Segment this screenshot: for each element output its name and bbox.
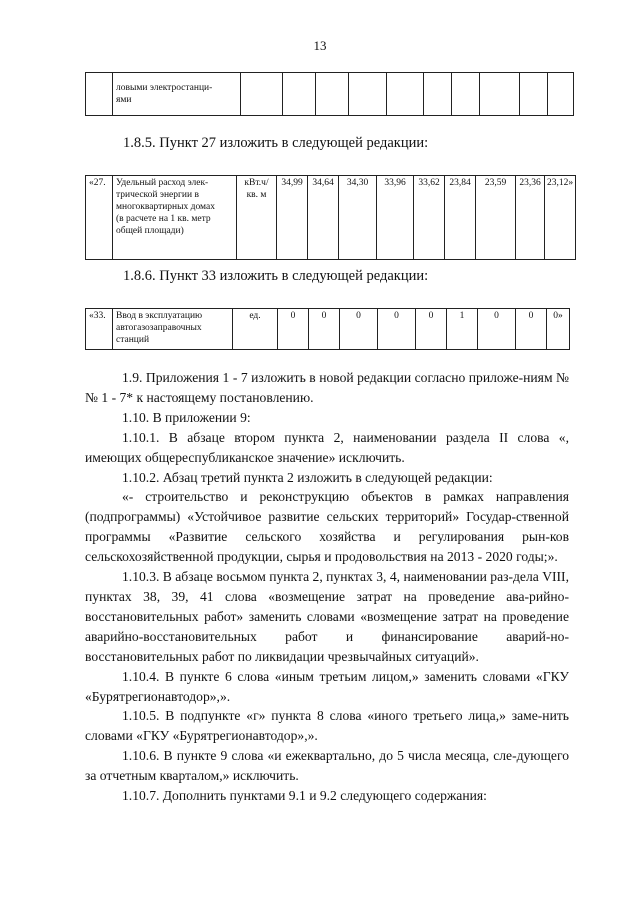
table-continuation <box>85 72 574 116</box>
cell-value: 33,62 <box>414 176 445 260</box>
table-row <box>86 309 570 350</box>
page-number: 13 <box>313 38 327 53</box>
description-line: Удельный расход элек- <box>116 178 209 188</box>
cell-value <box>548 73 574 116</box>
cell-value: 23,36 <box>516 176 545 260</box>
cell-description <box>113 309 233 350</box>
cell-value: 1 <box>447 309 478 350</box>
paragraph: «- строительство и реконструкцию объектов в рамках направления (подпрограммы) «Устойчивое развитие сельских территорий» Государ-ственной программы «Развитие сельского хозяйства и регулирования рын-ков сельскохозяйственной продукции, сырья и продовольствия на 2013 - 2020 годы;». <box>85 489 569 565</box>
paragraph: 1.10.4. В пункте 6 слова «иным третьим лицом,» заменить словами «ГКУ «Бурятрегионавтодор»,». <box>85 668 569 704</box>
paragraph: 1.10.1. В абзаце втором пункта 2, наименовании раздела II слова «, имеющих общереспубликанское значение» исключить. <box>85 429 569 465</box>
paragraph: 1.10.7. Дополнить пунктами 9.1 и 9.2 следующего содержания: <box>122 788 487 804</box>
cell-unit <box>241 73 283 116</box>
cell-value: 0 <box>309 309 340 350</box>
paragraph: 1.10.6. В пункте 9 слова «и ежеквартально, до 5 числа месяца, сле-дующего за отчетным кварталом,» исключить. <box>85 748 569 784</box>
cell-value <box>349 73 387 116</box>
cell-value <box>283 73 316 116</box>
cell-value: 23,12» <box>545 176 576 260</box>
cell-num <box>86 73 113 116</box>
description-line: автогазозаправочных <box>116 323 202 333</box>
cell-value: 33,96 <box>377 176 414 260</box>
cell-value: 0 <box>278 309 309 350</box>
paragraph: 1.10. В приложении 9: <box>122 409 251 425</box>
cell-value: 34,64 <box>308 176 339 260</box>
paragraph: 1.10.5. В подпункте «г» пункта 8 слова «иного третьего лица,» заме-нить словами «ГКУ «Бурятрегионавтодор»,». <box>85 708 569 744</box>
cell-value <box>520 73 548 116</box>
cell-value: 0 <box>378 309 416 350</box>
paragraph: 1.10.3. В абзаце восьмом пункта 2, пунктах 3, 4, наименовании раз-дела VIII, пунктах 38, 39, 41 слова «возмещение затрат на проведение ава-рийно-восстановительных работ» заменить словами «возмещение затрат на проведение аварийно-восстановительных работ и финансирование аварий-но-восстановительных работ по ликвидации чрезвычайных ситуаций». <box>85 569 569 664</box>
cell-num: «33. <box>86 309 113 350</box>
paragraph: 1.9. Приложения 1 - 7 изложить в новой редакции согласно приложе-ниям №№ 1 - 7* к настоящему постановлению. <box>85 370 569 405</box>
cell-unit: ед. <box>233 309 278 350</box>
cell-num: «27. <box>86 176 113 260</box>
cell-value: 0 <box>516 309 547 350</box>
cell-value: 0 <box>478 309 516 350</box>
cell-value <box>480 73 520 116</box>
cell-value: 23,59 <box>476 176 516 260</box>
cell-value: 34,99 <box>277 176 308 260</box>
unit-line: кВт.ч/ <box>244 178 269 188</box>
cell-value <box>387 73 424 116</box>
description-line: ями <box>116 95 132 105</box>
paragraph: 1.10.2. Абзац третий пункта 2 изложить в следующей редакции: <box>122 469 493 485</box>
cell-unit <box>237 176 277 260</box>
table-item-33 <box>85 308 570 350</box>
cell-value: 0 <box>416 309 447 350</box>
table-row <box>86 176 576 260</box>
cell-value <box>316 73 349 116</box>
cell-value: 34,30 <box>339 176 377 260</box>
description-line: ловыми электростанци- <box>116 83 213 93</box>
table-item-27 <box>85 175 576 260</box>
cell-value: 0» <box>547 309 570 350</box>
cell-description <box>113 176 237 260</box>
cell-value: 23,84 <box>445 176 476 260</box>
section-heading: 1.8.6. Пункт 33 изложить в следующей редакции: <box>123 268 429 284</box>
cell-description <box>113 73 241 116</box>
description-line: многоквартирных домах <box>116 202 215 212</box>
table-row <box>86 73 574 116</box>
cell-value <box>424 73 452 116</box>
description-line: общей площади) <box>116 226 184 236</box>
description-line: станций <box>116 335 150 345</box>
document-body <box>85 368 569 806</box>
unit-line: кв. м <box>246 190 267 200</box>
cell-value <box>452 73 480 116</box>
description-line: трической энергии в <box>116 190 199 200</box>
section-heading: 1.8.5. Пункт 27 изложить в следующей редакции: <box>123 135 429 151</box>
description-line: (в расчете на 1 кв. метр <box>116 214 211 224</box>
cell-value: 0 <box>340 309 378 350</box>
description-line: Ввод в эксплуатацию <box>116 311 203 321</box>
